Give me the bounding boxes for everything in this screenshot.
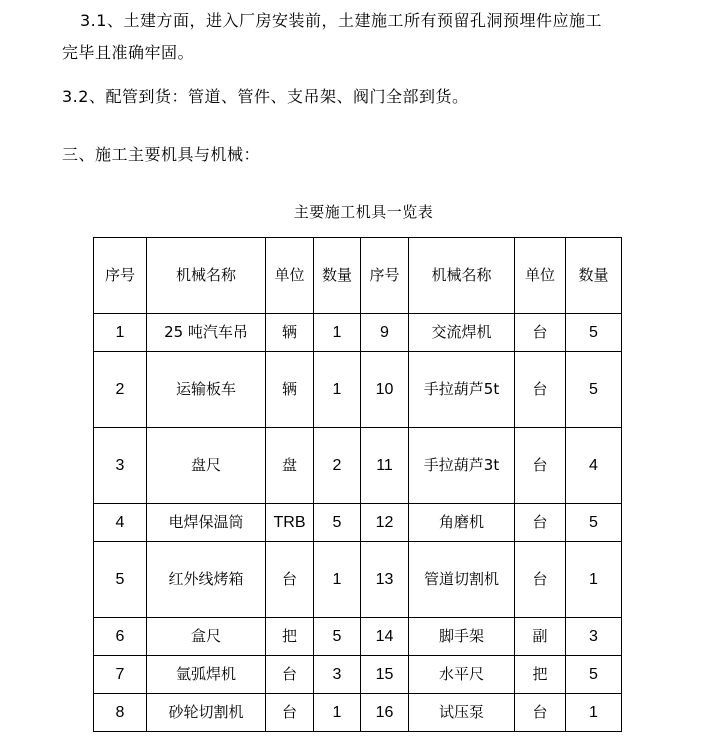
cell-name-2: 管道切割机 <box>409 542 515 618</box>
paragraph-3-1-line-2: 完毕且准确牢固。 <box>62 43 195 62</box>
cell-qty: 2 <box>314 428 361 504</box>
cell-qty-2: 5 <box>566 352 622 428</box>
cell-qty: 3 <box>314 656 361 694</box>
cell-qty-2: 5 <box>566 314 622 352</box>
cell-qty: 1 <box>314 352 361 428</box>
cell-no: 7 <box>94 656 147 694</box>
cell-unit: 台 <box>266 694 314 732</box>
cell-no-2: 9 <box>361 314 409 352</box>
header-name: 机械名称 <box>147 238 266 314</box>
cell-qty: 1 <box>314 314 361 352</box>
cell-qty: 5 <box>314 618 361 656</box>
section-heading-3: 三、施工主要机具与机械： <box>62 145 261 164</box>
cell-name-2: 手拉葫芦5t <box>409 352 515 428</box>
cell-qty-2: 4 <box>566 428 622 504</box>
cell-unit: 盘 <box>266 428 314 504</box>
paragraph-3-1-line-1: 3.1、土建方面，进入厂房安装前，土建施工所有预留孔洞预埋件应施工 <box>80 11 602 30</box>
cell-name-2: 脚手架 <box>409 618 515 656</box>
cell-unit: 辆 <box>266 352 314 428</box>
cell-no-2: 15 <box>361 656 409 694</box>
cell-name-2: 手拉葫芦3t <box>409 428 515 504</box>
cell-unit-2: 台 <box>515 542 566 618</box>
cell-name-2: 角磨机 <box>409 504 515 542</box>
cell-qty-2: 3 <box>566 618 622 656</box>
header-no: 序号 <box>94 238 147 314</box>
cell-unit-2: 台 <box>515 352 566 428</box>
cell-no: 2 <box>94 352 147 428</box>
cell-name-2: 试压泵 <box>409 694 515 732</box>
table-row <box>94 504 622 542</box>
table-caption: 主要施工机具一览表 <box>293 203 434 221</box>
cell-qty-2: 5 <box>566 656 622 694</box>
header-qty: 数量 <box>314 238 361 314</box>
cell-no: 8 <box>94 694 147 732</box>
cell-unit: 台 <box>266 542 314 618</box>
cell-name: 运输板车 <box>147 352 266 428</box>
cell-unit: 台 <box>266 656 314 694</box>
header-unit-2: 单位 <box>515 238 566 314</box>
cell-unit-2: 把 <box>515 656 566 694</box>
table-row <box>94 352 622 428</box>
equipment-table <box>93 237 622 732</box>
cell-no: 6 <box>94 618 147 656</box>
cell-qty: 1 <box>314 542 361 618</box>
cell-no-2: 14 <box>361 618 409 656</box>
header-no-2: 序号 <box>361 238 409 314</box>
cell-no-2: 12 <box>361 504 409 542</box>
header-name-2: 机械名称 <box>409 238 515 314</box>
cell-no-2: 13 <box>361 542 409 618</box>
cell-name: 盒尺 <box>147 618 266 656</box>
cell-name-2: 水平尺 <box>409 656 515 694</box>
table-row <box>94 314 622 352</box>
table-row <box>94 428 622 504</box>
table-header-row <box>94 238 622 314</box>
cell-name: 盘尺 <box>147 428 266 504</box>
table-row <box>94 542 622 618</box>
cell-no-2: 10 <box>361 352 409 428</box>
cell-unit-2: 台 <box>515 694 566 732</box>
cell-qty-2: 1 <box>566 542 622 618</box>
cell-no: 4 <box>94 504 147 542</box>
cell-no-2: 11 <box>361 428 409 504</box>
header-unit: 单位 <box>266 238 314 314</box>
paragraph-3-2: 3.2、配管到货：管道、管件、支吊架、阀门全部到货。 <box>62 87 469 106</box>
cell-unit-2: 台 <box>515 314 566 352</box>
cell-name: 25 吨汽车吊 <box>147 314 266 352</box>
cell-qty-2: 1 <box>566 694 622 732</box>
cell-name: 电焊保温筒 <box>147 504 266 542</box>
cell-qty: 5 <box>314 504 361 542</box>
table-row <box>94 694 622 732</box>
cell-no: 3 <box>94 428 147 504</box>
cell-name-2: 交流焊机 <box>409 314 515 352</box>
cell-name: 砂轮切割机 <box>147 694 266 732</box>
header-qty-2: 数量 <box>566 238 622 314</box>
cell-name: 氩弧焊机 <box>147 656 266 694</box>
table-row <box>94 656 622 694</box>
cell-unit-2: 副 <box>515 618 566 656</box>
cell-no-2: 16 <box>361 694 409 732</box>
table-row <box>94 618 622 656</box>
cell-unit: TRB <box>266 504 314 542</box>
cell-name: 红外线烤箱 <box>147 542 266 618</box>
cell-no: 5 <box>94 542 147 618</box>
cell-unit-2: 台 <box>515 504 566 542</box>
cell-qty-2: 5 <box>566 504 622 542</box>
cell-unit: 把 <box>266 618 314 656</box>
cell-unit: 辆 <box>266 314 314 352</box>
cell-no: 1 <box>94 314 147 352</box>
cell-qty: 1 <box>314 694 361 732</box>
cell-unit-2: 台 <box>515 428 566 504</box>
